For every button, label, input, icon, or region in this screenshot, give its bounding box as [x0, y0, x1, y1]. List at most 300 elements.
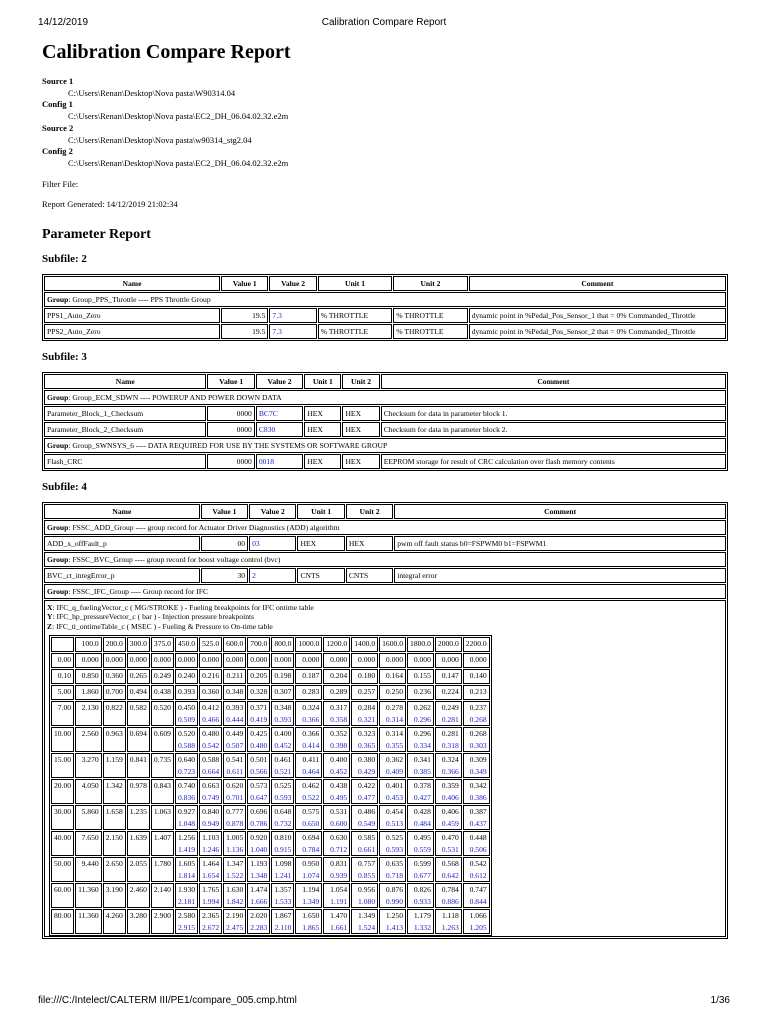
map-cell-value: [463, 779, 490, 804]
map-value-2: 0.949: [202, 818, 220, 828]
map-value-1: 0.486: [358, 807, 376, 817]
map-cell-value: [199, 753, 222, 778]
param-name: BVC_ct_integError_p: [44, 568, 200, 583]
map-cell-value: [463, 909, 490, 934]
map-cell-value: [351, 909, 378, 934]
map-cell-value: [199, 831, 222, 856]
map-cell-value: [323, 909, 350, 934]
map-cell-value: [127, 669, 150, 684]
map-value-1: 0.700: [105, 687, 123, 697]
map-cell-value: [127, 753, 150, 778]
map-cell-value: [151, 831, 174, 856]
map-data-row: [51, 653, 490, 668]
map-cell-value: [175, 753, 198, 778]
comment: pwm off fault status b0=FSPWM0 b1=FSPWM1: [394, 536, 726, 551]
map-row-header: 7.00: [51, 701, 74, 726]
map-data-row: [51, 805, 490, 830]
unit-1: HEX: [297, 536, 344, 551]
column-header-value1: Value 1: [201, 504, 248, 519]
table-row: [44, 568, 726, 583]
map-cell-value: [223, 701, 246, 726]
map-value-2: 1.419: [177, 844, 196, 854]
map-value-1: 0.501: [250, 755, 268, 765]
map-value-1: 0.963: [105, 729, 123, 739]
map-value-1: 1.159: [105, 755, 123, 765]
map-cell-value: [247, 883, 270, 908]
map-cell-value: [103, 883, 126, 908]
table-row: [44, 454, 726, 469]
map-cell-value: [199, 805, 222, 830]
map-value-1: 0.378: [413, 781, 431, 791]
map-value-1: 1.765: [202, 885, 220, 895]
value-1: 19.5: [221, 324, 268, 339]
map-cell-value: [407, 831, 434, 856]
map-cell-value: [295, 685, 322, 700]
param-name: ADD_x_offFault_p: [44, 536, 200, 551]
map-value-1: 0.831: [330, 859, 348, 869]
group-cell: [44, 552, 726, 567]
map-cell-value: [199, 669, 222, 684]
map-cell-value: [247, 909, 270, 934]
map-value-2: 2.110: [274, 922, 292, 932]
map-value-1: 11.360: [78, 911, 99, 921]
map-value-1: 0.281: [441, 729, 459, 739]
axis-x-line: [47, 603, 723, 613]
table-row: [44, 422, 726, 437]
table-row: [44, 308, 726, 323]
map-cell-value: [247, 669, 270, 684]
map-value-1: 3.270: [81, 755, 99, 765]
map-value-1: 0.341: [413, 755, 431, 765]
map-value-2: 0.459: [441, 818, 459, 828]
map-cell-value: [151, 857, 174, 882]
map-cell-value: [435, 909, 462, 934]
map-value-1: 0.694: [129, 729, 147, 739]
map-cell-value: [75, 805, 102, 830]
map-value-1: 0.462: [302, 781, 320, 791]
map-value-2: 0.444: [226, 714, 244, 724]
map-value-2: 0.386: [469, 792, 487, 802]
map-value-2: 0.477: [358, 792, 376, 802]
map-col-header: 600.0: [223, 637, 246, 652]
map-value-2: 0.509: [177, 714, 196, 724]
unit-2: % THROTTLE: [393, 308, 467, 323]
map-cell-value: [175, 653, 198, 668]
subfile-section: [42, 253, 728, 341]
subfile-section: [42, 481, 728, 940]
map-value-1: 0.525: [274, 781, 292, 791]
map-row: [44, 600, 726, 938]
map-data-row: [51, 883, 490, 908]
map-value-1: 0.663: [202, 781, 220, 791]
map-value-1: 1.407: [153, 833, 171, 843]
map-cell-value: [247, 701, 270, 726]
group-text: : Group_PPS_Throttle ---- PPS Throttle Group: [68, 294, 211, 304]
source1-path: C:\Users\Renan\Desktop\Nova pasta\W90314.04: [68, 87, 236, 98]
map-cell-value: [247, 753, 270, 778]
map-cell-value: [295, 753, 322, 778]
map-cell-value: [295, 779, 322, 804]
map-value-1: 0.696: [250, 807, 268, 817]
map-cell-value: [435, 779, 462, 804]
map-value-2: 0.480: [250, 740, 268, 750]
map-cell-value: [295, 831, 322, 856]
map-value-2: 0.661: [358, 844, 376, 854]
map-row-header: 30.00: [51, 805, 74, 830]
print-title: Calibration Compare Report: [321, 17, 447, 28]
group-label: Group: [47, 294, 69, 304]
group-cell: [44, 520, 726, 535]
map-value-1: 1.860: [81, 687, 99, 697]
table-row: [44, 406, 726, 421]
map-value-1: 0.393: [177, 687, 196, 697]
map-cell-value: [175, 669, 198, 684]
map-value-2: 0.409: [385, 766, 404, 776]
map-value-2: 0.484: [413, 818, 431, 828]
map-cell-value: [435, 857, 462, 882]
report-sources: [42, 76, 728, 170]
map-value-1: 0.541: [226, 755, 244, 765]
param-name: PPS1_Auto_Zero: [44, 308, 220, 323]
map-cell-value: [199, 653, 222, 668]
map-col-header: 1400.0: [351, 637, 378, 652]
map-cell-value: [75, 883, 102, 908]
map-value-1: 0.000: [81, 655, 99, 665]
param-name: Parameter_Block_2_Checksum: [44, 422, 206, 437]
map-cell-value: [435, 805, 462, 830]
map-value-1: 0.205: [250, 671, 268, 681]
map-value-2: 2.283: [250, 922, 268, 932]
map-cell-value: [247, 779, 270, 804]
filter-file: Filter File:: [42, 178, 79, 189]
map-value-1: 0.448: [469, 833, 487, 843]
map-value-2: 0.732: [274, 818, 292, 828]
map-value-2: 0.466: [202, 714, 220, 724]
map-cell-value: [463, 727, 490, 752]
map-cell-value: [223, 857, 246, 882]
map-value-1: 1.342: [105, 781, 123, 791]
map-data-row: [51, 857, 490, 882]
map-value-1: 1.235: [129, 807, 147, 817]
group-cell: [44, 390, 726, 405]
map-value-1: 1.098: [274, 859, 292, 869]
header-row: [44, 374, 726, 389]
map-cell-value: [407, 669, 434, 684]
map-cell-value: [407, 753, 434, 778]
map-value-1: 0.599: [413, 859, 431, 869]
value-1: 0000: [207, 422, 254, 437]
map-value-2: 0.855: [358, 870, 376, 880]
map-value-1: 0.362: [385, 755, 404, 765]
map-value-1: 11.360: [78, 885, 99, 895]
map-value-2: 0.664: [202, 766, 220, 776]
map-value-1: 2.190: [226, 911, 244, 921]
map-cell-value: [151, 753, 174, 778]
map-value-1: 0.876: [385, 885, 404, 895]
map-value-1: 0.640: [177, 755, 196, 765]
map-value-1: 1.054: [330, 885, 348, 895]
map-data-row: [51, 779, 490, 804]
value-2: C830: [256, 422, 303, 437]
map-row-header: 0.10: [51, 669, 74, 684]
group-text: : FSSC_IFC_Group ---- Group record for IFC: [68, 586, 209, 596]
map-value-1: 0.284: [358, 703, 376, 713]
map-value-1: 0.454: [385, 807, 404, 817]
map-value-1: 0.198: [274, 671, 292, 681]
map-cell-value: [379, 805, 406, 830]
map-value-1: 0.927: [177, 807, 196, 817]
map-cell-value: [323, 831, 350, 856]
map-cell-value: [295, 653, 322, 668]
map-cell-value: [103, 685, 126, 700]
unit-1: HEX: [304, 422, 341, 437]
map-value-2: 0.593: [385, 844, 404, 854]
map-cell-value: [271, 653, 294, 668]
comment: EEPROM storage for result of CRC calculation over flash memory contents: [381, 454, 726, 469]
map-cell-value: [463, 669, 490, 684]
map-value-1: 0.588: [202, 755, 220, 765]
map-value-1: 1.639: [129, 833, 147, 843]
map-cell-value: [127, 779, 150, 804]
map-cell-value: [199, 857, 222, 882]
map-value-1: 0.164: [385, 671, 404, 681]
map-value-1: 0.000: [330, 655, 348, 665]
map-value-2: 0.281: [441, 714, 459, 724]
value-2: BC7C: [256, 406, 303, 421]
map-value-2: 0.495: [330, 792, 348, 802]
map-value-2: 1.040: [250, 844, 268, 854]
map-value-2: 1.842: [226, 896, 244, 906]
config2-path: C:\Users\Renan\Desktop\Nova pasta\EC2_DH_06.04.02.32.e2m: [68, 157, 289, 168]
comment: dynamic point in %Pedal_Pos_Sensor_2 that = 0% Commanded_Throttle: [469, 324, 726, 339]
map-value-1: 9.440: [81, 859, 99, 869]
map-value-1: 2.365: [202, 911, 220, 921]
map-value-1: 1.005: [226, 833, 244, 843]
value-1: 00: [201, 536, 248, 551]
parameter-report-heading: Parameter Report: [42, 226, 151, 242]
map-value-1: 0.000: [177, 655, 196, 665]
map-value-1: 2.055: [129, 859, 147, 869]
map-value-2: 0.701: [226, 792, 244, 802]
map-data-row: [51, 727, 490, 752]
map-value-1: 0.249: [153, 671, 171, 681]
map-value-1: 0.777: [226, 807, 244, 817]
map-cell-value: [351, 653, 378, 668]
map-value-2: 0.990: [385, 896, 404, 906]
comment: Checksum for data in parameter block 2.: [381, 422, 726, 437]
map-value-1: 4.260: [105, 911, 123, 921]
map-cell-value: [323, 805, 350, 830]
map-cell-value: [75, 909, 102, 934]
map-value-1: 1.867: [274, 911, 292, 921]
map-value-2: 0.784: [302, 844, 320, 854]
map-value-1: 0.250: [385, 687, 404, 697]
map-value-1: 0.296: [413, 729, 431, 739]
map-value-2: 0.321: [358, 714, 376, 724]
group-row: [44, 438, 726, 453]
map-value-1: 0.240: [177, 671, 196, 681]
value-1: 19.5: [221, 308, 268, 323]
map-value-1: 1.349: [358, 911, 376, 921]
map-cell-value: [271, 857, 294, 882]
group-text: : FSSC_BVC_Group ---- group record for boost voltage control (bvc): [68, 554, 281, 564]
map-value-1: 1.464: [202, 859, 220, 869]
group-label: Group: [47, 522, 69, 532]
map-value-1: 0.352: [330, 729, 348, 739]
map-value-1: 1.250: [385, 911, 404, 921]
map-cell-value: [435, 653, 462, 668]
map-value-2: 2.475: [226, 922, 244, 932]
map-value-1: 0.371: [250, 703, 268, 713]
map-value-2: 0.355: [385, 740, 404, 750]
map-value-1: 0.000: [385, 655, 404, 665]
map-cell-value: [247, 831, 270, 856]
comment: integral error: [394, 568, 726, 583]
map-value-2: 0.836: [177, 792, 196, 802]
map-value-1: 2.560: [81, 729, 99, 739]
map-value-1: 0.582: [129, 703, 147, 713]
map-value-1: 0.648: [274, 807, 292, 817]
map-value-2: 0.427: [413, 792, 431, 802]
map-value-1: 1.347: [226, 859, 244, 869]
map-value-1: 0.757: [358, 859, 376, 869]
axis-y-label: Y: [47, 612, 53, 622]
map-cell-value: [407, 779, 434, 804]
map-value-2: 0.521: [274, 766, 292, 776]
map-value-1: 0.359: [441, 781, 459, 791]
map-value-1: 0.630: [330, 833, 348, 843]
map-cell-value: [379, 883, 406, 908]
map-value-1: 0.620: [226, 781, 244, 791]
column-header-comment: Comment: [469, 276, 726, 291]
source2-path: C:\Users\Renan\Desktop\Nova pasta\w90314_stg2.04: [68, 134, 252, 145]
map-cell-value: [127, 685, 150, 700]
map-row-header: 50.00: [51, 857, 74, 882]
map-cell-value: [151, 727, 174, 752]
map-cell-value: [435, 701, 462, 726]
map-cell-value: [75, 685, 102, 700]
map-value-2: 0.939: [330, 870, 348, 880]
map-cell-value: [435, 883, 462, 908]
map-cell-value: [127, 883, 150, 908]
map-cell-value: [223, 653, 246, 668]
map-value-2: 0.385: [413, 766, 431, 776]
map-cell-value: [175, 685, 198, 700]
map-value-1: 0.309: [469, 755, 487, 765]
map-cell-value: [151, 909, 174, 934]
map-value-1: 0.323: [358, 729, 376, 739]
map-value-2: 0.559: [413, 844, 431, 854]
map-value-2: 0.452: [274, 740, 292, 750]
map-value-1: 0.950: [302, 859, 320, 869]
map-value-1: 0.265: [129, 671, 147, 681]
map-value-2: 0.513: [385, 818, 404, 828]
map-cell-value: [351, 883, 378, 908]
map-value-1: 0.262: [413, 703, 431, 713]
map-value-2: 0.588: [177, 740, 196, 750]
map-value-1: 0.694: [302, 833, 320, 843]
group-text: : Group_SWNSYS_6 ---- DATA REQUIRED FOR USE BY THE SYSTEMS OR SOFTWARE GROUP: [68, 440, 388, 450]
map-value-2: 1.814: [177, 870, 196, 880]
map-cell-value: [103, 669, 126, 684]
map-cell-value: [351, 685, 378, 700]
map-cell-value: [271, 883, 294, 908]
axis-x-text: : IFC_q_fuelingVector_c ( MG/STROKE ) - Fueling breakpoints for IFC ontime table: [52, 602, 314, 612]
map-cell-value: [407, 653, 434, 668]
map-value-2: 1.241: [274, 870, 292, 880]
map-value-1: 4.050: [81, 781, 99, 791]
map-value-1: 0.387: [469, 807, 487, 817]
map-col-header: 1000.0: [295, 637, 322, 652]
map-value-1: 0.406: [441, 807, 459, 817]
column-header-value2: Value 2: [249, 504, 296, 519]
map-value-1: 0.735: [153, 755, 171, 765]
map-value-1: 2.140: [153, 885, 171, 895]
map-value-1: 0.412: [202, 703, 220, 713]
map-cell-value: [435, 669, 462, 684]
print-footer: [38, 995, 730, 1009]
value-1: 0000: [207, 454, 254, 469]
subfile-title: Subfile: 3: [42, 350, 87, 363]
column-header-value2: Value 2: [269, 276, 316, 291]
map-value-2: 0.366: [302, 714, 320, 724]
unit-1: HEX: [304, 454, 341, 469]
map-row-header: 15.00: [51, 753, 74, 778]
map-cell-value: [271, 727, 294, 752]
map-row-header: 0.00: [51, 653, 74, 668]
column-header-value1: Value 1: [221, 276, 268, 291]
map-row-header: 20.00: [51, 779, 74, 804]
map-cell: [44, 600, 726, 938]
group-label: Group: [47, 554, 69, 564]
map-cell-value: [351, 779, 378, 804]
map-cell-value: [199, 727, 222, 752]
map-col-header: 700.0: [247, 637, 270, 652]
map-data-row: [51, 669, 490, 684]
map-value-1: 0.400: [274, 729, 292, 739]
unit-2: HEX: [342, 406, 379, 421]
map-cell-value: [151, 883, 174, 908]
map-cell-value: [379, 909, 406, 934]
map-value-2: 1.522: [226, 870, 244, 880]
ontime-map-table: [49, 635, 492, 936]
map-value-2: 0.650: [302, 818, 320, 828]
map-value-1: 0.249: [441, 703, 459, 713]
map-value-1: 2.900: [153, 911, 171, 921]
group-text: : FSSC_ADD_Group ---- group record for Actuator Driver Diagnostics (ADD) algorithm: [68, 522, 340, 532]
map-cell-value: [323, 779, 350, 804]
group-label: Group: [47, 440, 69, 450]
param-name: Parameter_Block_1_Checksum: [44, 406, 206, 421]
map-cell-value: [103, 779, 126, 804]
map-cell-value: [407, 805, 434, 830]
map-value-2: 1.246: [202, 844, 220, 854]
map-value-1: 0.140: [469, 671, 487, 681]
map-value-1: 0.342: [469, 781, 487, 791]
table-row: [44, 536, 726, 551]
map-cell-value: [223, 831, 246, 856]
map-value-2: 1.080: [358, 896, 376, 906]
map-value-1: 0.324: [441, 755, 459, 765]
map-value-2: 0.334: [413, 740, 431, 750]
map-value-1: 0.000: [274, 655, 292, 665]
map-cell-value: [75, 701, 102, 726]
map-value-2: 1.654: [202, 870, 220, 880]
map-cell-value: [199, 909, 222, 934]
map-cell-value: [103, 701, 126, 726]
config1-label: Config 1: [42, 99, 73, 110]
map-value-1: 0.317: [330, 703, 348, 713]
